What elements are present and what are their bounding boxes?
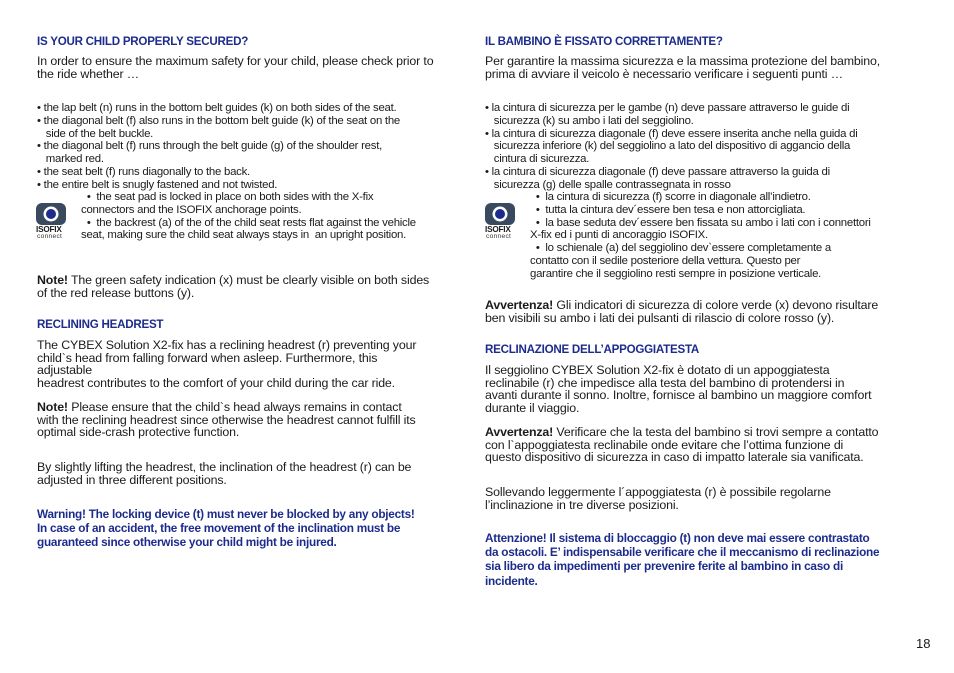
section-heading-secured: IS YOUR CHILD PROPERLY SECURED? — [37, 35, 249, 48]
list-item: • la cintura di sicurezza (f) scorre in diagonale all’indietro. — [530, 191, 811, 203]
list-item: contatto con il sedile posteriore della vettura. Questo per — [530, 254, 801, 267]
list-item: • the diagonal belt (f) also runs in the bottom belt guide (k) of the seat on the — [37, 114, 401, 127]
warning-paragraph: Warning! The locking device (t) must never be blocked by any objects! In case of an accident, the free movement of the inclination must be guaranteed since otherwise your child might be injured. — [37, 507, 415, 550]
isofix-checklist — [81, 191, 416, 242]
page-number: 18 — [916, 636, 931, 651]
list-item: marked red. — [37, 153, 104, 166]
list-item: garantire che il seggiolino resti sempre in posizione verticale. — [530, 267, 822, 280]
list-item: • tutta la cintura dev´essere ben tesa e non attorcigliata. — [530, 203, 806, 216]
list-item: • the lap belt (n) runs in the bottom belt guides (k) on both sides of the seat. — [37, 102, 397, 114]
list-item: sicurezza (g) delle spalle contrassegnata in rosso — [485, 178, 731, 191]
list-item: • la cintura di sicurezza per le gambe (n) deve passare attraverso le guide di — [485, 102, 850, 114]
note-label: Note! — [37, 273, 68, 287]
list-item: cintura di sicurezza. — [485, 153, 590, 166]
reclining-paragraph-it: Il seggiolino CYBEX Solution X2-fix è dotato di un appoggiatesta reclinabile (r) che impedisce alla testa del bambino di protendersi in avanti durante il sonno. Inoltre, fornisce al bambino un maggiore comfort durante il viaggio. — [485, 363, 872, 415]
list-item: side of the belt buckle. — [37, 127, 154, 140]
list-item: • la cintura di sicurezza diagonale (f) deve essere inserita anche nella guida di — [485, 127, 858, 140]
note-headrest-contact-it: Avvertenza! Verificare che la testa del bambino si trovi sempre a contatto con l`appoggiatesta reclinabile onde evitare che l’ottima funzione di questo dispositivo di sicurezza in caso di impatto laterale sia vanificata. — [485, 425, 879, 465]
list-item: connectors and the ISOFIX anchorage points. — [81, 203, 302, 216]
isofix-checklist-it — [530, 191, 871, 281]
note-label: Note! — [37, 400, 68, 414]
list-item: • the backrest (a) of the of the child seat rests flat against the vehicle — [81, 216, 416, 229]
note-safety-indicator: Note! The green safety indication (x) must be clearly visible on both sides of the red release buttons (y). — [37, 273, 430, 300]
lifting-paragraph-it: Sollevando leggermente l´appoggiatesta (r) è possibile regolarne l’inclinazione in tre diverse posizioni. — [485, 485, 831, 512]
list-item: seat, making sure the child seat always stays in an upright position. — [81, 229, 407, 242]
section-heading-secured-it: IL BAMBINO È FISSATO CORRETTAMENTE? — [485, 35, 723, 48]
logo-subtext: connect — [37, 233, 63, 240]
isofix-circle-icon — [485, 203, 515, 225]
list-item: • lo schienale (a) del seggiolino dev`essere completamente a — [530, 242, 832, 255]
belt-checklist — [37, 102, 400, 192]
list-item: • the diagonal belt (f) runs through the belt guide (g) of the shoulder rest, — [37, 140, 383, 153]
isofix-logo-icon — [36, 203, 74, 243]
note-label: Avvertenza! — [485, 425, 554, 439]
intro-paragraph-it: Per garantire la massima sicurezza e la massima protezione del bambino, prima di avviare il veicolo è necessario verificare i seguenti punti … — [485, 54, 880, 81]
list-item: • the seat pad is locked in place on both sides with the X-fix — [81, 191, 374, 203]
isofix-circle-icon — [36, 203, 66, 225]
intro-paragraph: In order to ensure the maximum safety for your child, please check prior to the ride whether … — [37, 54, 434, 81]
note-label: Avvertenza! — [485, 298, 554, 312]
list-item: • la base seduta dev´essere ben fissata su ambo i lati con i connettori — [530, 216, 871, 229]
section-heading-reclining: RECLINING HEADREST — [37, 318, 164, 331]
list-item: • the seat belt (f) runs diagonally to the back. — [37, 165, 250, 178]
list-item: sicurezza inferiore (k) del seggiolino a lato del dispositivo di aggancio della — [485, 140, 851, 153]
list-item: X-fix ed i punti di ancoraggio ISOFIX. — [530, 229, 708, 242]
reclining-paragraph: The CYBEX Solution X2-fix has a reclining headrest (r) preventing your child`s head from falling forward when asleep. Furthermore, this adjustable headrest contributes to the comfort of your child during the car ride. — [37, 338, 417, 390]
list-item: sicurezza (k) su ambo i lati del seggiolino. — [485, 114, 694, 127]
logo-text: ISOFIX — [485, 225, 511, 234]
list-item: • la cintura di sicurezza diagonale (f) deve passare attraverso la guida di — [485, 165, 830, 178]
list-item: • the entire belt is snugly fastened and not twisted. — [37, 178, 278, 191]
warning-paragraph-it: Attenzione! Il sistema di bloccaggio (t) non deve mai essere contrastato da ostacoli. E’ indispensabile verificare che il meccanismo di reclinazione sia libero da impedimenti per prevenire ferite al bambino in caso di incidente. — [485, 531, 880, 588]
lifting-paragraph: By slightly lifting the headrest, the inclination of the headrest (r) can be adjusted in three different positions. — [37, 460, 412, 487]
note-headrest-contact: Note! Please ensure that the child`s head always remains in contact with the reclining headrest since otherwise the headrest cannot fulfill its optimal side-crash protective function. — [37, 400, 416, 440]
isofix-logo-icon-it — [485, 203, 523, 243]
logo-text: ISOFIX — [36, 225, 62, 234]
belt-checklist-it — [485, 102, 858, 192]
logo-subtext: connect — [486, 233, 512, 240]
note-safety-indicator-it: Avvertenza! Gli indicatori di sicurezza di colore verde (x) devono risultare ben visibili su ambo i lati dei pulsanti di rilascio di colore rosso (y). — [485, 298, 879, 325]
section-heading-reclining-it: RECLINAZIONE DELL’APPOGGIATESTA — [485, 343, 700, 356]
